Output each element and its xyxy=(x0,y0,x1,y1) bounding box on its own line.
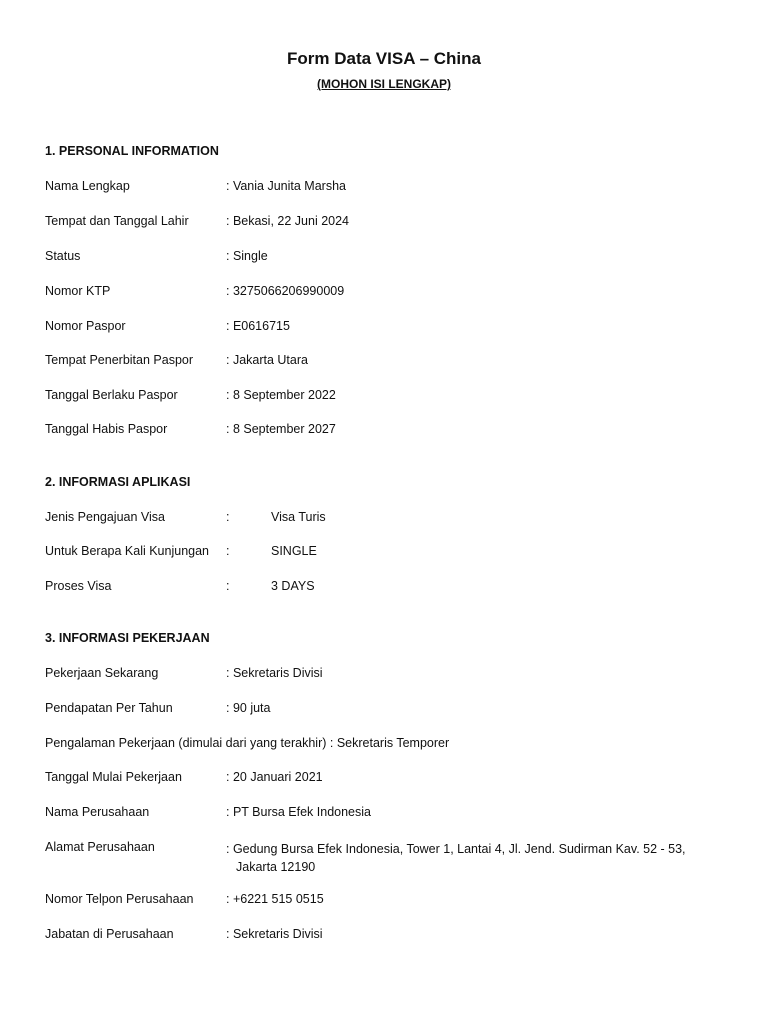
field-value: : Sekretaris Temporer xyxy=(329,736,450,750)
field-value: : Jakarta Utara xyxy=(226,353,308,367)
field-label: Nomor Telpon Perusahaan xyxy=(45,892,194,906)
field-label: Proses Visa xyxy=(45,579,112,593)
field-row xyxy=(45,805,725,823)
field-value: : PT Bursa Efek Indonesia xyxy=(226,805,371,819)
field-label: Nomor Paspor xyxy=(45,319,126,333)
field-label: Tanggal Mulai Pekerjaan xyxy=(45,770,182,784)
field-row xyxy=(45,579,725,597)
field-row xyxy=(45,736,725,754)
field-value: : Single xyxy=(226,249,268,263)
page-subtitle: (MOHON ISI LENGKAP) xyxy=(317,77,451,91)
field-value: 3 DAYS xyxy=(271,579,315,593)
field-label: Pengalaman Pekerjaan (dimulai dari yang terakhir) xyxy=(45,736,327,750)
field-value: Visa Turis xyxy=(271,510,326,524)
field-label: Tempat dan Tanggal Lahir xyxy=(45,214,189,228)
field-label: Alamat Perusahaan xyxy=(45,840,155,854)
field-row xyxy=(45,214,725,232)
section-heading-application: 2. INFORMASI APLIKASI xyxy=(45,475,191,489)
field-row xyxy=(45,319,725,337)
field-row xyxy=(45,666,725,684)
field-label: Tempat Penerbitan Paspor xyxy=(45,353,194,367)
field-row xyxy=(45,544,725,562)
field-colon: : xyxy=(226,544,230,558)
field-value: : 90 juta xyxy=(226,701,271,715)
field-label: Tanggal Berlaku Paspor xyxy=(45,388,178,402)
page-title: Form Data VISA – China xyxy=(287,49,481,68)
field-value-line: : Gedung Bursa Efek Indonesia, Tower 1, Lantai 4, Jl. Jend. Sudirman Kav. 52 - 53, xyxy=(226,842,686,856)
field-label: Nomor KTP xyxy=(45,284,111,298)
field-value-line: Jakarta 12190 xyxy=(236,860,316,874)
section-heading-personal: 1. PERSONAL INFORMATION xyxy=(45,144,219,158)
field-row xyxy=(45,927,725,945)
field-colon: : xyxy=(226,510,230,524)
field-row xyxy=(45,701,725,719)
field-label: Jenis Pengajuan Visa xyxy=(45,510,165,524)
field-value: : Sekretaris Divisi xyxy=(226,666,323,680)
field-colon: : xyxy=(226,579,230,593)
field-row xyxy=(45,892,725,910)
field-value: : 3275066206990009 xyxy=(226,284,345,298)
field-row xyxy=(45,179,725,197)
field-label: Tanggal Habis Paspor xyxy=(45,422,168,436)
field-row xyxy=(45,840,725,880)
field-value: : Bekasi, 22 Juni 2024 xyxy=(226,214,349,228)
field-value: : Sekretaris Divisi xyxy=(226,927,323,941)
field-label: Pendapatan Per Tahun xyxy=(45,701,173,715)
field-label: Pekerjaan Sekarang xyxy=(45,666,159,680)
field-value: : 8 September 2022 xyxy=(226,388,336,402)
field-row xyxy=(45,510,725,528)
field-label-inline xyxy=(45,736,449,750)
field-value: SINGLE xyxy=(271,544,317,558)
field-row xyxy=(45,353,725,371)
field-value: : +6221 515 0515 xyxy=(226,892,324,906)
section-heading-employment: 3. INFORMASI PEKERJAAN xyxy=(45,631,210,645)
field-row xyxy=(45,284,725,302)
field-label: Jabatan di Perusahaan xyxy=(45,927,174,941)
field-row xyxy=(45,422,725,440)
field-label: Untuk Berapa Kali Kunjungan xyxy=(45,544,210,558)
field-value: : Vania Junita Marsha xyxy=(226,179,346,193)
field-row xyxy=(45,770,725,788)
field-value: : E0616715 xyxy=(226,319,290,333)
field-value: : 20 Januari 2021 xyxy=(226,770,323,784)
field-value-multiline xyxy=(226,840,722,876)
field-label: Status xyxy=(45,249,81,263)
field-label: Nama Perusahaan xyxy=(45,805,150,819)
field-label: Nama Lengkap xyxy=(45,179,130,193)
field-value: : 8 September 2027 xyxy=(226,422,336,436)
field-row xyxy=(45,249,725,267)
field-row xyxy=(45,388,725,406)
